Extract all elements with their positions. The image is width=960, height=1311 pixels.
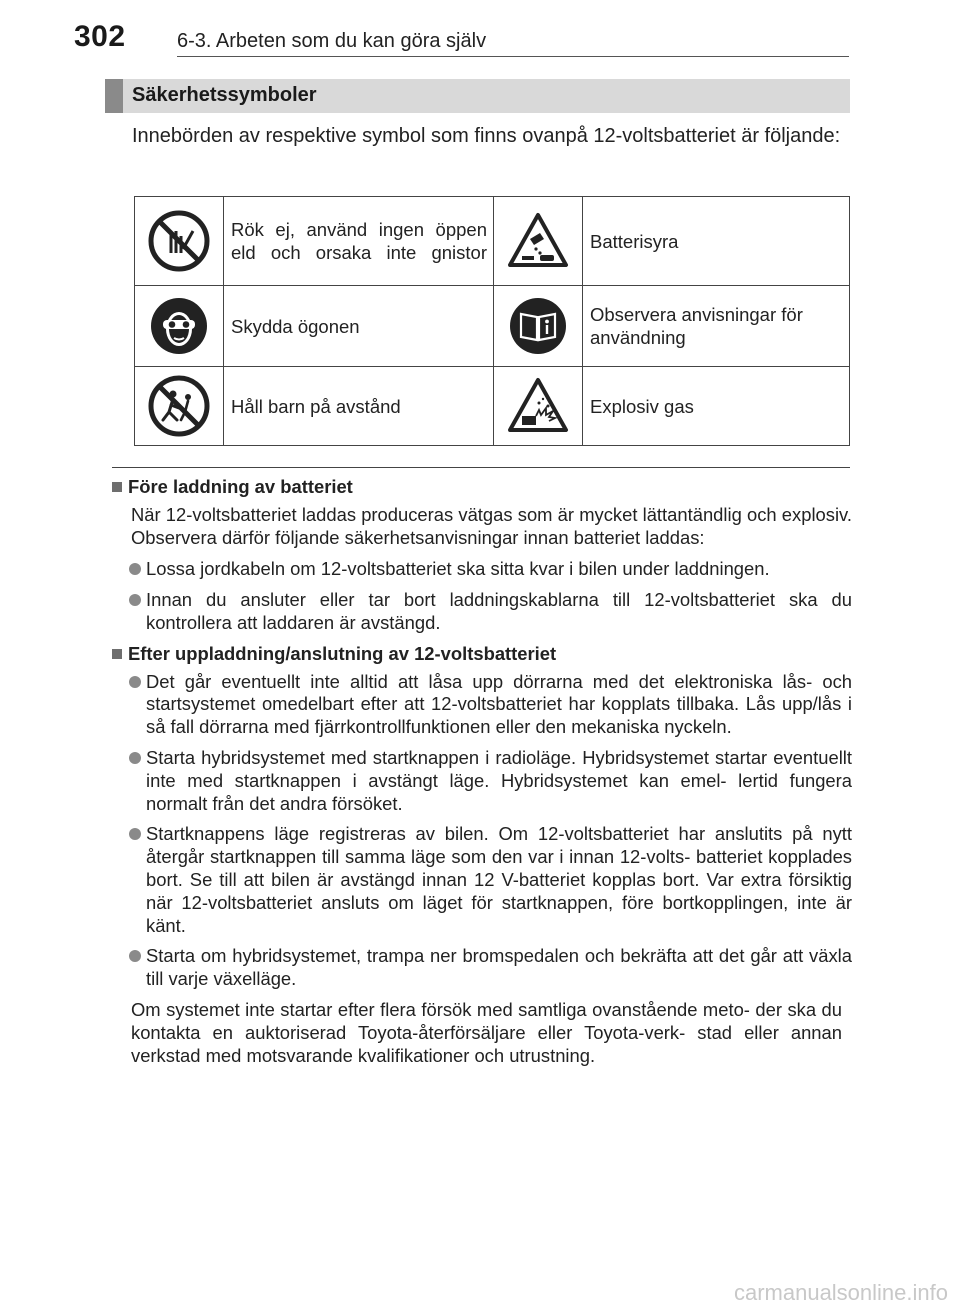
table-row (135, 197, 850, 286)
list-item: Startknappens läge registreras av bilen. Om 12-voltsbatteriet har anslutits på nytt återgår startknappen till samma läge som den var i innan 12-volts- batteriet kopplades bort. Se till att bilen är avstängd innan 12 V-batteriet kopplas bort. Var extra försiktig när 12-voltsbatteriet ansluts om läget för startknappen, före bortkopplingen, inte är känt. (112, 823, 852, 937)
table-row (135, 367, 850, 446)
keep-children-away-icon (135, 374, 223, 438)
explosive-gas-icon (494, 376, 582, 436)
watermark: carmanualsonline.info (733, 1280, 948, 1305)
section-divider (112, 467, 850, 468)
list-item: Innan du ansluter eller tar bort laddningskablarna till 12-voltsbatteriet ska du kontrollera att laddaren är avstängd. (112, 589, 852, 635)
symbol-label: Skydda ögonen (224, 286, 494, 367)
paragraph: När 12-voltsbatteriet laddas produceras vätgas som är mycket lättantändlig och explosiv. Observera därför följande säkerhetsanvisningar innan batteriet laddas: (131, 503, 852, 548)
intro-text: Innebörden av respektive symbol som finns ovanpå 12-voltsbatteriet är följande: (132, 125, 841, 147)
list-item: Lossa jordkabeln om 12-voltsbatteriet ska sitta kvar i bilen under laddningen. (112, 558, 852, 581)
read-manual-icon (494, 296, 582, 356)
no-smoking-icon (135, 209, 223, 273)
page-number: 302 (74, 20, 126, 53)
list-item: Starta hybridsystemet med startknappen i radioläge. Hybridsystemet startar eventuellt inte med startknappen i avstängt läge. Hybridsystemet kan emel- lertid fungera normalt från det andra försöket. (112, 747, 852, 815)
symbol-label: Rök ej, använd ingen öppen eld och orsaka inte gnistor (224, 197, 494, 286)
chapter-title: 6-3. Arbeten som du kan göra själv (177, 30, 487, 52)
symbol-label: Explosiv gas (583, 367, 850, 446)
table-row (135, 286, 850, 367)
subheading-after-charging: Efter uppladdning/anslutning av 12-voltsbatteriet (112, 643, 852, 666)
subheading-before-charging: Före laddning av batteriet (112, 476, 852, 499)
symbol-label: Batterisyra (583, 197, 850, 286)
list-item: Det går eventuellt inte alltid att låsa upp dörrarna med det elektroniska lås- och startsystemet omedelbart efter att 12-voltsbatteriet har kopplats tillbaka. Lås upp/lås i så fall dörrarna med fjärrkontrollfunktionen eller den mekaniska nyckeln. (112, 671, 852, 739)
section-heading (105, 79, 850, 113)
closing-paragraph: Om systemet inte startar efter flera försök med samtliga ovanstående meto- der ska du kontakta en auktoriserad Toyota-återförsäljare eller Toyota-verk- stad eller annan verkstad med motsvarande kvalifikationer och utrustning. (131, 998, 842, 1066)
header-rule (177, 56, 849, 57)
list-item: Starta om hybridsystemet, trampa ner bromspedalen och bekräfta att det går att växla till varje växelläge. (112, 945, 852, 991)
symbol-label: Håll barn på avstånd (224, 367, 494, 446)
body-content (112, 476, 852, 1067)
eye-protection-icon (135, 296, 223, 356)
battery-acid-icon (494, 211, 582, 271)
symbol-label: Observera anvisningar för användning (583, 286, 850, 367)
section-title: Säkerhetssymboler (132, 84, 317, 106)
safety-symbols-table (134, 196, 850, 446)
